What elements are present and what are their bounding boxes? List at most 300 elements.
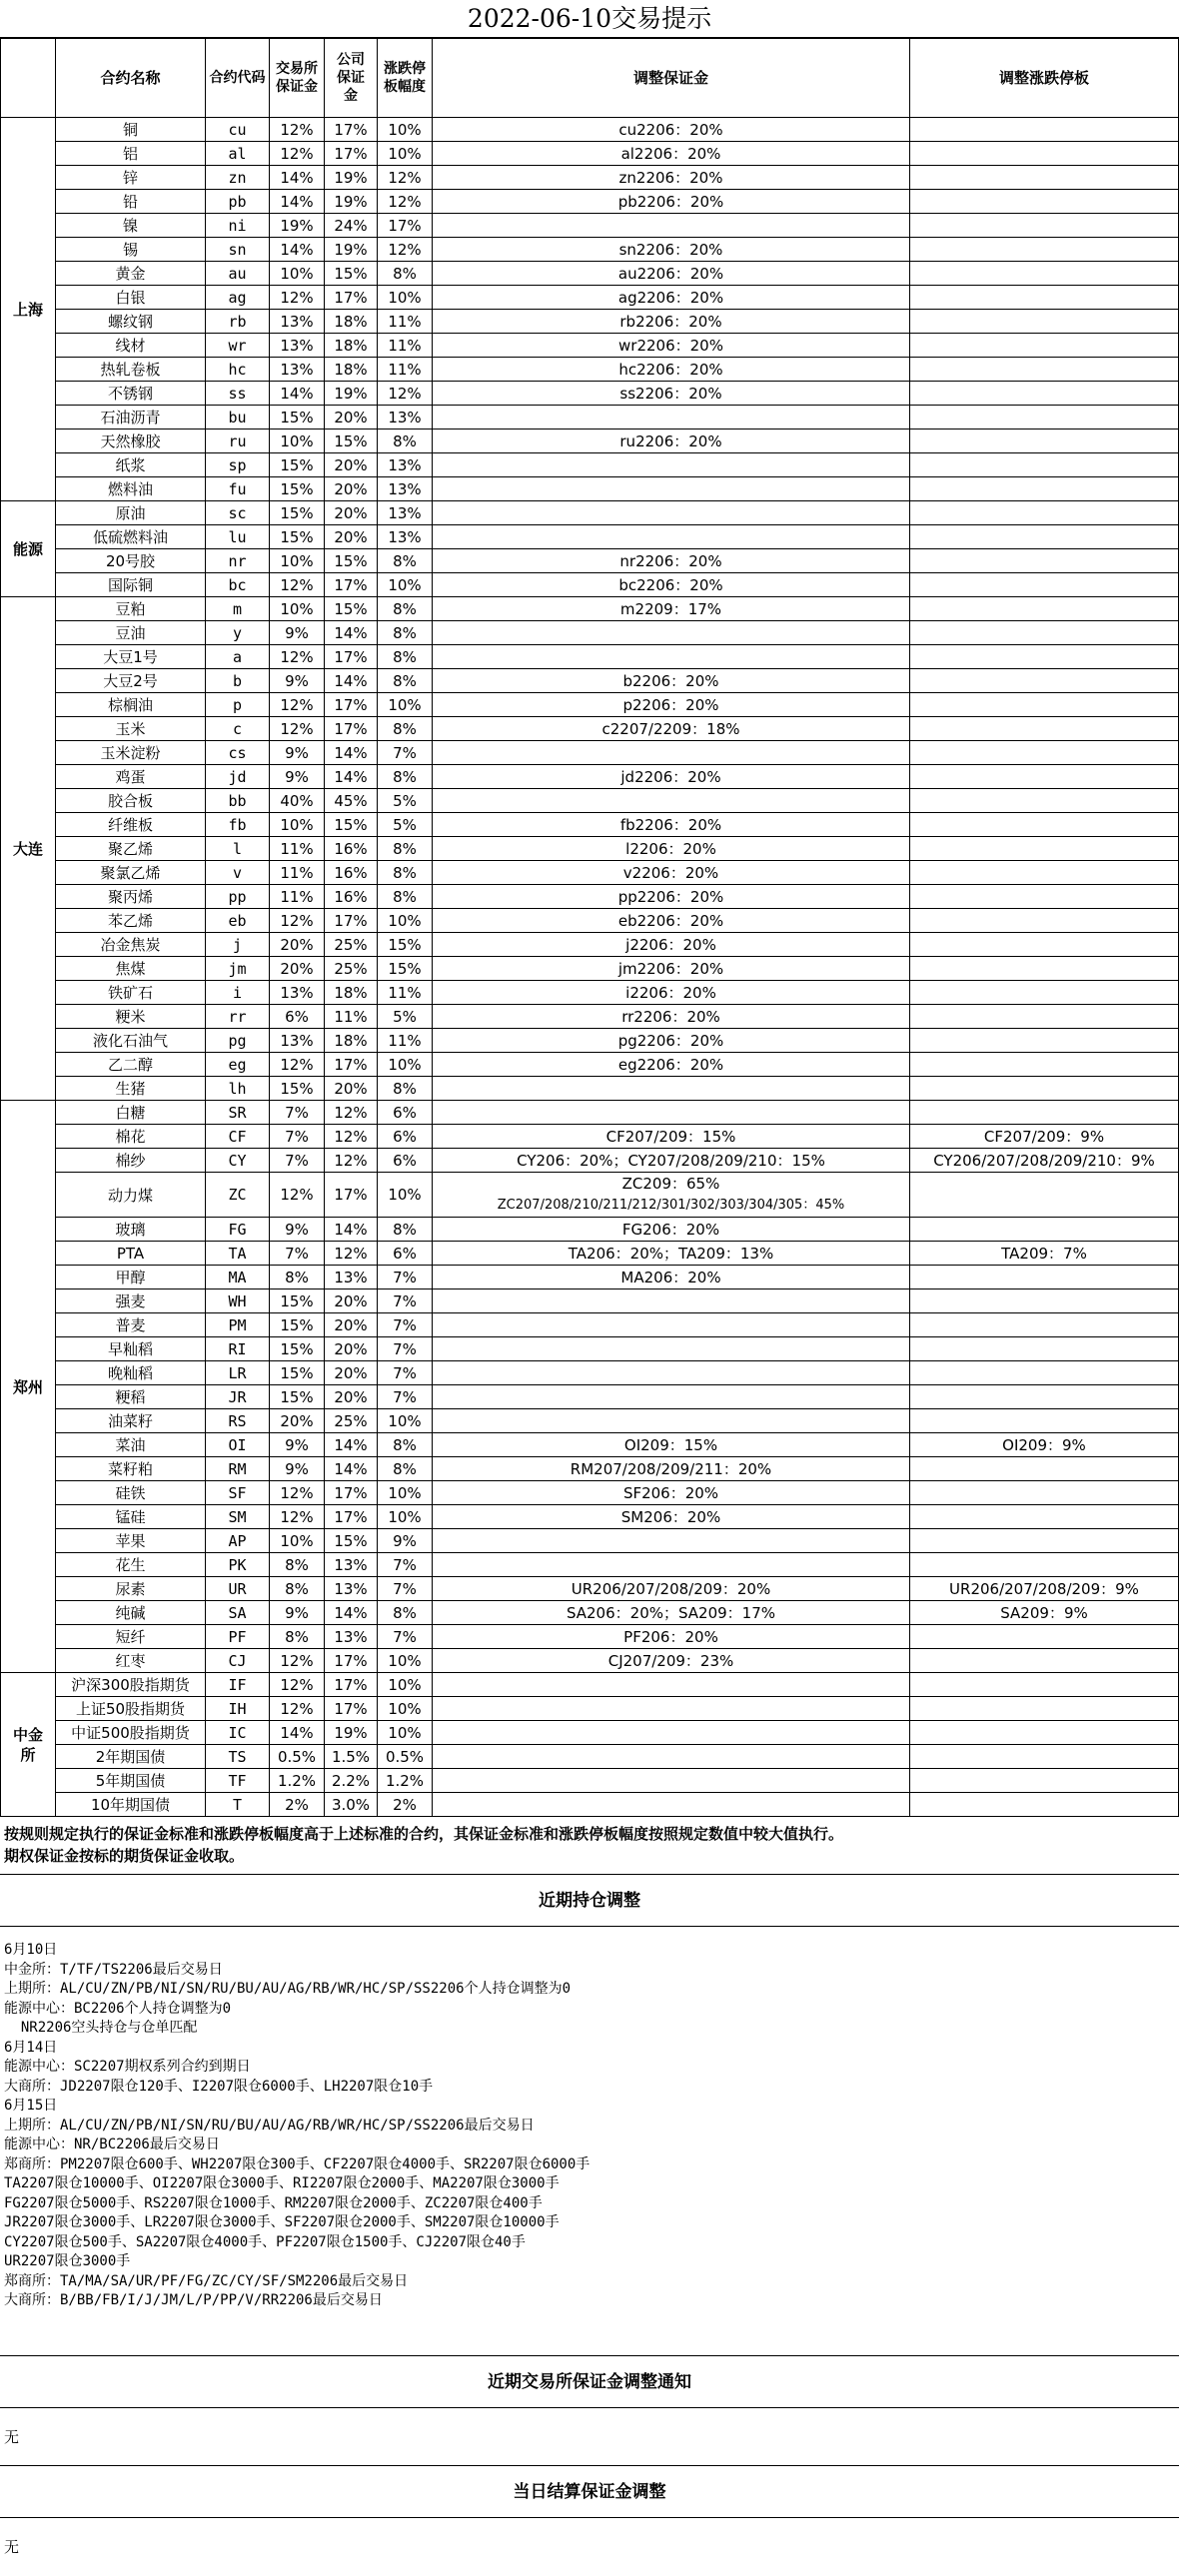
adjusted-limit xyxy=(910,1481,1179,1505)
price-limit: 10% xyxy=(378,909,433,933)
price-limit: 8% xyxy=(378,429,433,453)
table-row xyxy=(1,1289,1179,1313)
contract-name: 线材 xyxy=(56,334,206,358)
table-row xyxy=(1,1697,1179,1721)
adjusted-margin xyxy=(433,1385,910,1409)
table-row xyxy=(1,981,1179,1005)
company-margin: 20% xyxy=(325,525,378,549)
price-limit: 7% xyxy=(378,1625,433,1649)
company-margin: 1.5% xyxy=(325,1745,378,1769)
contract-name: 低硫燃料油 xyxy=(56,525,206,549)
adjusted-margin: sn2206：20% xyxy=(433,238,910,262)
position-adjust-line: 上期所：AL/CU/ZN/PB/NI/SN/RU/BU/AU/AG/RB/WR/HC/SP/SS2206最后交易日 xyxy=(4,2117,535,2134)
exchange-margin: 12% xyxy=(270,645,325,669)
adjusted-limit xyxy=(910,358,1179,382)
contract-code: OI xyxy=(206,1433,270,1457)
company-margin: 19% xyxy=(325,166,378,190)
company-margin: 17% xyxy=(325,645,378,669)
adjusted-limit xyxy=(910,837,1179,861)
table-row xyxy=(1,837,1179,861)
exchange-margin: 20% xyxy=(270,1409,325,1433)
contract-name: 玉米 xyxy=(56,717,206,741)
adjusted-margin xyxy=(433,1077,910,1101)
exchange-margin: 12% xyxy=(270,1649,325,1673)
exchange-margin: 7% xyxy=(270,1125,325,1149)
exchange-margin: 12% xyxy=(270,1053,325,1077)
table-row xyxy=(1,621,1179,645)
exchange-margin: 19% xyxy=(270,214,325,238)
table-row xyxy=(1,1793,1179,1817)
adjusted-margin: ss2206：20% xyxy=(433,382,910,406)
exchange-group-label: 上海 xyxy=(1,118,56,501)
exchange-margin: 9% xyxy=(270,1457,325,1481)
adjusted-margin: au2206：20% xyxy=(433,262,910,286)
contract-code: RM xyxy=(206,1457,270,1481)
table-row xyxy=(1,142,1179,166)
company-margin: 13% xyxy=(325,1266,378,1289)
table-row xyxy=(1,477,1179,501)
contract-code: CY xyxy=(206,1149,270,1173)
exchange-margin: 13% xyxy=(270,334,325,358)
exchange-margin: 9% xyxy=(270,1433,325,1457)
company-margin: 15% xyxy=(325,429,378,453)
contract-name: 聚丙烯 xyxy=(56,885,206,909)
price-limit: 12% xyxy=(378,382,433,406)
contract-name: 菜籽粕 xyxy=(56,1457,206,1481)
contract-code: PF xyxy=(206,1625,270,1649)
table-row xyxy=(1,382,1179,406)
adjusted-margin xyxy=(433,406,910,429)
company-margin: 18% xyxy=(325,334,378,358)
table-row xyxy=(1,789,1179,813)
price-limit: 8% xyxy=(378,1601,433,1625)
exchange-margin: 13% xyxy=(270,310,325,334)
price-limit: 8% xyxy=(378,549,433,573)
header-limit: 涨跌停板幅度 xyxy=(378,39,433,118)
price-limit: 10% xyxy=(378,142,433,166)
company-margin: 12% xyxy=(325,1101,378,1125)
adjusted-limit xyxy=(910,1529,1179,1553)
company-margin: 19% xyxy=(325,238,378,262)
table-row xyxy=(1,813,1179,837)
contract-name: 2年期国债 xyxy=(56,1745,206,1769)
contract-code: bu xyxy=(206,406,270,429)
adjusted-margin xyxy=(433,741,910,765)
contract-code: IC xyxy=(206,1721,270,1745)
company-margin: 17% xyxy=(325,1505,378,1529)
contract-code: wr xyxy=(206,334,270,358)
contract-code: sn xyxy=(206,238,270,262)
adjusted-margin: cu2206：20% xyxy=(433,118,910,142)
table-row xyxy=(1,1577,1179,1601)
table-row xyxy=(1,645,1179,669)
price-limit: 6% xyxy=(378,1242,433,1266)
adjusted-margin: nr2206：20% xyxy=(433,549,910,573)
company-margin: 19% xyxy=(325,190,378,214)
contract-code: c xyxy=(206,717,270,741)
table-row xyxy=(1,765,1179,789)
adjusted-margin: UR206/207/208/209：20% xyxy=(433,1577,910,1601)
contract-code: i xyxy=(206,981,270,1005)
table-row xyxy=(1,1053,1179,1077)
company-margin: 20% xyxy=(325,453,378,477)
price-limit: 8% xyxy=(378,885,433,909)
exchange-margin: 7% xyxy=(270,1149,325,1173)
price-limit: 8% xyxy=(378,669,433,693)
exchange-margin: 10% xyxy=(270,1529,325,1553)
contract-code: pb xyxy=(206,190,270,214)
contract-code: ag xyxy=(206,286,270,310)
price-limit: 13% xyxy=(378,501,433,525)
price-limit: 10% xyxy=(378,286,433,310)
adjusted-limit xyxy=(910,453,1179,477)
exchange-margin: 9% xyxy=(270,669,325,693)
price-limit: 6% xyxy=(378,1125,433,1149)
contract-code: ZC xyxy=(206,1173,270,1218)
contract-code: zn xyxy=(206,166,270,190)
contract-name: 苹果 xyxy=(56,1529,206,1553)
contract-code: eb xyxy=(206,909,270,933)
position-adjust-line: 能源中心：NR/BC2206最后交易日 xyxy=(4,2137,220,2152)
exchange-margin: 15% xyxy=(270,501,325,525)
adjusted-margin: OI209：15% xyxy=(433,1433,910,1457)
price-limit: 8% xyxy=(378,1433,433,1457)
contract-name: 硅铁 xyxy=(56,1481,206,1505)
price-limit: 15% xyxy=(378,933,433,957)
company-margin: 17% xyxy=(325,1673,378,1697)
position-adjust-line: JR2207限仓3000手、LR2207限仓3000手、SF2207限仓2000手、SM2207限仓10000手 xyxy=(4,2214,560,2230)
contract-name: 纸浆 xyxy=(56,453,206,477)
company-margin: 17% xyxy=(325,1173,378,1218)
exchange-margin: 8% xyxy=(270,1577,325,1601)
exchange-margin: 13% xyxy=(270,358,325,382)
contract-code: b xyxy=(206,669,270,693)
company-margin: 25% xyxy=(325,957,378,981)
adjusted-limit xyxy=(910,1077,1179,1101)
company-margin: 20% xyxy=(325,406,378,429)
exchange-margin: 12% xyxy=(270,573,325,597)
company-margin: 12% xyxy=(325,1149,378,1173)
table-row xyxy=(1,1101,1179,1125)
adjusted-margin: ru2206：20% xyxy=(433,429,910,453)
price-limit: 8% xyxy=(378,597,433,621)
company-margin: 11% xyxy=(325,1005,378,1029)
contract-name: 锌 xyxy=(56,166,206,190)
table-row xyxy=(1,166,1179,190)
contract-code: a xyxy=(206,645,270,669)
adjusted-margin: CY206：20%；CY207/208/209/210：15% xyxy=(433,1149,910,1173)
exchange-margin: 15% xyxy=(270,1361,325,1385)
company-margin: 20% xyxy=(325,1313,378,1337)
price-limit: 8% xyxy=(378,1218,433,1242)
company-margin: 14% xyxy=(325,1433,378,1457)
contract-name: 白糖 xyxy=(56,1101,206,1125)
contract-name: 粳米 xyxy=(56,1005,206,1029)
position-adjust-line: 上期所：AL/CU/ZN/PB/NI/SN/RU/BU/AU/AG/RB/WR/HC/SP/SS2206个人持仓调整为0 xyxy=(4,1981,572,1997)
exchange-margin: 10% xyxy=(270,429,325,453)
company-margin: 14% xyxy=(325,1457,378,1481)
table-row xyxy=(1,597,1179,621)
position-adjust-line: 郑商所：PM2207限仓600手、WH2207限仓300手、CF2207限仓4000手、SR2207限仓6000手 xyxy=(4,2155,590,2172)
table-row xyxy=(1,1029,1179,1053)
adjusted-margin: RM207/208/209/211：20% xyxy=(433,1457,910,1481)
exchange-margin: 12% xyxy=(270,1697,325,1721)
adjusted-limit: SA209：9% xyxy=(910,1601,1179,1625)
contract-name: 胶合板 xyxy=(56,789,206,813)
exchange-margin: 12% xyxy=(270,1673,325,1697)
contract-name: 中证500股指期货 xyxy=(56,1721,206,1745)
table-row xyxy=(1,1361,1179,1385)
contract-code: T xyxy=(206,1793,270,1817)
adjusted-limit xyxy=(910,1005,1179,1029)
position-adjust-line: TA2207限仓10000手、OI2207限仓3000手、RI2207限仓2000手、MA2207限仓3000手 xyxy=(4,2175,560,2191)
exchange-margin: 7% xyxy=(270,1101,325,1125)
contract-code: sp xyxy=(206,453,270,477)
contract-code: RI xyxy=(206,1337,270,1361)
table-row xyxy=(1,741,1179,765)
adjusted-limit xyxy=(910,813,1179,837)
company-margin: 14% xyxy=(325,1601,378,1625)
exchange-margin: 14% xyxy=(270,166,325,190)
contract-code: TF xyxy=(206,1769,270,1793)
price-limit: 15% xyxy=(378,957,433,981)
price-limit: 8% xyxy=(378,262,433,286)
price-limit: 7% xyxy=(378,1313,433,1337)
price-limit: 8% xyxy=(378,621,433,645)
contract-code: TA xyxy=(206,1242,270,1266)
price-limit: 7% xyxy=(378,1266,433,1289)
company-margin: 15% xyxy=(325,597,378,621)
contract-name: 天然橡胶 xyxy=(56,429,206,453)
table-row xyxy=(1,1409,1179,1433)
contract-name: 5年期国债 xyxy=(56,1769,206,1793)
company-margin: 24% xyxy=(325,214,378,238)
contract-name: 聚氯乙烯 xyxy=(56,861,206,885)
adjusted-limit xyxy=(910,1745,1179,1769)
contract-code: ss xyxy=(206,382,270,406)
exchange-margin: 20% xyxy=(270,933,325,957)
company-margin: 14% xyxy=(325,669,378,693)
adjusted-margin-line: ZC207/208/210/211/212/301/302/303/304/305：45% xyxy=(497,1198,845,1213)
position-adjust-line: 郑商所：TA/MA/SA/UR/PF/FG/ZC/CY/SF/SM2206最后交易日 xyxy=(4,2272,409,2289)
contract-name: 10年期国债 xyxy=(56,1793,206,1817)
contract-code: AP xyxy=(206,1529,270,1553)
contract-name: 乙二醇 xyxy=(56,1053,206,1077)
price-limit: 10% xyxy=(378,573,433,597)
company-margin: 20% xyxy=(325,501,378,525)
contract-code: IF xyxy=(206,1673,270,1697)
contract-name: 豆粕 xyxy=(56,597,206,621)
contract-name: 沪深300股指期货 xyxy=(56,1673,206,1697)
exchange-margin: 15% xyxy=(270,1289,325,1313)
company-margin: 17% xyxy=(325,1053,378,1077)
exchange-margin: 15% xyxy=(270,477,325,501)
price-limit: 8% xyxy=(378,765,433,789)
exchange-group-label: 能源 xyxy=(1,501,56,597)
adjusted-limit xyxy=(910,789,1179,813)
position-adjust-line: 6月10日 xyxy=(4,1942,58,1958)
contract-code: rb xyxy=(206,310,270,334)
adjusted-limit xyxy=(910,262,1179,286)
table-row xyxy=(1,957,1179,981)
adjusted-margin xyxy=(433,1793,910,1817)
adjusted-limit xyxy=(910,909,1179,933)
adjusted-limit xyxy=(910,118,1179,142)
table-row xyxy=(1,525,1179,549)
adjusted-margin: wr2206：20% xyxy=(433,334,910,358)
adjusted-margin: ag2206：20% xyxy=(433,286,910,310)
adjusted-limit xyxy=(910,549,1179,573)
adjusted-margin: pb2206：20% xyxy=(433,190,910,214)
position-adjust-content xyxy=(0,1927,1179,2356)
table-row xyxy=(1,286,1179,310)
contract-name: 玻璃 xyxy=(56,1218,206,1242)
adjusted-margin: eb2206：20% xyxy=(433,909,910,933)
adjusted-margin xyxy=(433,501,910,525)
price-limit: 8% xyxy=(378,645,433,669)
table-row xyxy=(1,909,1179,933)
contract-name: 焦煤 xyxy=(56,957,206,981)
adjusted-limit xyxy=(910,1361,1179,1385)
exchange-margin: 12% xyxy=(270,1505,325,1529)
company-margin: 13% xyxy=(325,1577,378,1601)
adjusted-margin: al2206：20% xyxy=(433,142,910,166)
adjusted-limit: CF207/209：9% xyxy=(910,1125,1179,1149)
table-row xyxy=(1,1337,1179,1361)
table-row xyxy=(1,1649,1179,1673)
adjusted-limit xyxy=(910,310,1179,334)
contract-name: 黄金 xyxy=(56,262,206,286)
table-row xyxy=(1,1769,1179,1793)
contract-name: 生猪 xyxy=(56,1077,206,1101)
price-limit: 13% xyxy=(378,453,433,477)
contract-code: fu xyxy=(206,477,270,501)
exchange-margin: 12% xyxy=(270,909,325,933)
adjusted-margin xyxy=(433,1337,910,1361)
contract-name: 大豆2号 xyxy=(56,669,206,693)
header-name: 合约名称 xyxy=(56,39,206,118)
position-adjust-line: FG2207限仓5000手、RS2207限仓1000手、RM2207限仓2000手、ZC2207限仓400手 xyxy=(4,2194,543,2211)
contract-code: j xyxy=(206,933,270,957)
exchange-group-label: 郑州 xyxy=(1,1101,56,1673)
company-margin: 25% xyxy=(325,933,378,957)
adjusted-limit xyxy=(910,1313,1179,1337)
contract-name: 花生 xyxy=(56,1553,206,1577)
exchange-margin: 12% xyxy=(270,1173,325,1218)
adjusted-limit xyxy=(910,286,1179,310)
contract-name: 普麦 xyxy=(56,1313,206,1337)
contract-name: 棉纱 xyxy=(56,1149,206,1173)
adjusted-limit xyxy=(910,1218,1179,1242)
position-adjust-line: 6月14日 xyxy=(4,2039,58,2056)
adjusted-limit xyxy=(910,406,1179,429)
contract-code: p xyxy=(206,693,270,717)
adjusted-limit xyxy=(910,957,1179,981)
exchange-margin: 11% xyxy=(270,837,325,861)
adjusted-limit xyxy=(910,166,1179,190)
price-limit: 12% xyxy=(378,238,433,262)
adjusted-limit xyxy=(910,525,1179,549)
company-margin: 45% xyxy=(325,789,378,813)
adjusted-margin: rb2206：20% xyxy=(433,310,910,334)
adjusted-margin: pg2206：20% xyxy=(433,1029,910,1053)
table-row xyxy=(1,453,1179,477)
exchange-margin: 14% xyxy=(270,238,325,262)
table-row xyxy=(1,1077,1179,1101)
price-limit: 11% xyxy=(378,1029,433,1053)
contract-name: 早籼稻 xyxy=(56,1337,206,1361)
table-row xyxy=(1,1313,1179,1337)
contract-name: 动力煤 xyxy=(56,1173,206,1218)
price-limit: 10% xyxy=(378,1409,433,1433)
adjusted-margin xyxy=(433,1101,910,1125)
price-limit: 10% xyxy=(378,1505,433,1529)
price-limit: 13% xyxy=(378,525,433,549)
adjusted-limit xyxy=(910,382,1179,406)
company-margin: 17% xyxy=(325,118,378,142)
contract-code: SF xyxy=(206,1481,270,1505)
contract-name: 国际铜 xyxy=(56,573,206,597)
contract-name: 粳稻 xyxy=(56,1385,206,1409)
contract-name: 白银 xyxy=(56,286,206,310)
adjusted-margin xyxy=(433,1313,910,1337)
contract-code: WH xyxy=(206,1289,270,1313)
company-margin: 16% xyxy=(325,885,378,909)
adjusted-limit xyxy=(910,597,1179,621)
price-limit: 7% xyxy=(378,1385,433,1409)
company-margin: 17% xyxy=(325,1697,378,1721)
contract-code: FG xyxy=(206,1218,270,1242)
contract-name: 铅 xyxy=(56,190,206,214)
adjusted-limit xyxy=(910,334,1179,358)
price-limit: 5% xyxy=(378,1005,433,1029)
exchange-margin: 15% xyxy=(270,1313,325,1337)
contract-name: 铁矿石 xyxy=(56,981,206,1005)
contract-code: v xyxy=(206,861,270,885)
adjusted-limit xyxy=(910,981,1179,1005)
adjusted-limit xyxy=(910,501,1179,525)
exchange-group-label: 大连 xyxy=(1,597,56,1101)
company-margin: 17% xyxy=(325,693,378,717)
company-margin: 18% xyxy=(325,358,378,382)
exchange-margin: 13% xyxy=(270,981,325,1005)
settlement-content: 无 xyxy=(4,2538,20,2556)
table-row xyxy=(1,717,1179,741)
contract-code: al xyxy=(206,142,270,166)
company-margin: 16% xyxy=(325,837,378,861)
company-margin: 12% xyxy=(325,1125,378,1149)
exchange-margin: 15% xyxy=(270,1385,325,1409)
exchange-margin: 13% xyxy=(270,1029,325,1053)
contract-code: LR xyxy=(206,1361,270,1385)
adjusted-limit xyxy=(910,190,1179,214)
adjusted-margin: c2207/2209：18% xyxy=(433,717,910,741)
exchange-margin: 12% xyxy=(270,286,325,310)
exchange-margin: 9% xyxy=(270,765,325,789)
adjusted-margin: jm2206：20% xyxy=(433,957,910,981)
position-adjust-line: 6月15日 xyxy=(4,2098,58,2114)
company-margin: 20% xyxy=(325,477,378,501)
company-margin: 25% xyxy=(325,1409,378,1433)
adjusted-margin: j2206：20% xyxy=(433,933,910,957)
company-margin: 15% xyxy=(325,1529,378,1553)
exchange-margin: 12% xyxy=(270,118,325,142)
contract-code: PM xyxy=(206,1313,270,1337)
adjusted-margin xyxy=(433,453,910,477)
contract-name: 液化石油气 xyxy=(56,1029,206,1053)
price-limit: 8% xyxy=(378,861,433,885)
table-row xyxy=(1,549,1179,573)
